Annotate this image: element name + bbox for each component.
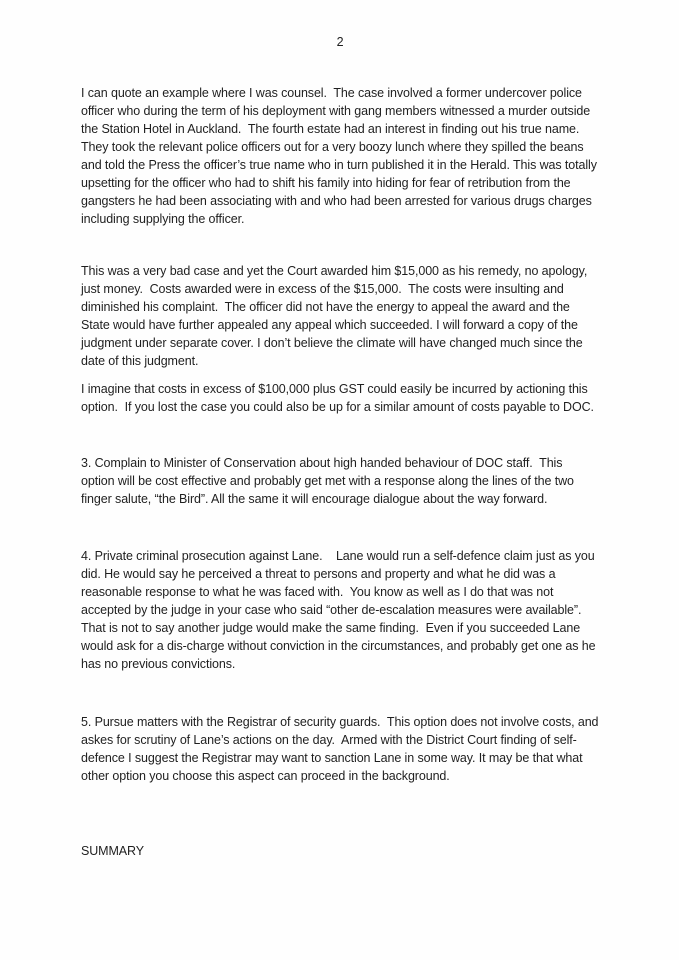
page-number: 2 bbox=[336, 35, 344, 49]
paragraph-costs-estimate: I imagine that costs in excess of $100,000 plus GST could easily be incurred by actioning this option. If you lost the case you could also be up for a similar amount of costs payable to DOC. bbox=[81, 382, 594, 414]
paragraph-court-award: This was a very bad case and yet the Court awarded him $15,000 as his remedy, no apology, just money. Costs awarded were in excess of the $15,000. The costs were insulting and diminished his complaint. The officer did not have the energy to appeal the award and the State would have further appealed any appeal which succeeded. I will forward a copy of the judgment under separate cover. I don’t believe the climate will have changed much since the date of this judgment. bbox=[81, 264, 591, 368]
paragraph-option-3-complain-minister: 3. Complain to Minister of Conservation about high handed behaviour of DOC staff. This option will be cost effective and probably get met with a response along the lines of the two finger salute, “the Bird”. All the same it will encourage dialogue about the way forward. bbox=[81, 456, 578, 506]
paragraph-example-case: I can quote an example where I was counsel. The case involved a former undercover police officer who during the term of his deployment with gang members witnessed a murder outside the Station Hotel in Auckland. The fourth estate had an interest in finding out his true name. They took the relevant police officers out for a very boozy lunch where they spilled the beans and told the Press the officer’s true name who in turn published it in the Herald. This was totally upsetting for the officer who had to shift his family into hiding for fear of retribution from the gangsters he had been associating with and who had been arrested for various drugs charges including supplying the officer. bbox=[81, 86, 601, 226]
paragraph-option-4-private-prosecution: 4. Private criminal prosecution against Lane. Lane would run a self-defence claim just as you did. He would say he perceived a threat to persons and property and what he did was a reasonable response to what he was faced with. You know as well as I do that was not accepted by the judge in your case who said “other de-escalation measures were available”. That is not to say another judge would make the same finding. Even if you succeeded Lane would ask for a dis-charge without conviction in the circumstances, and probably get one as he has no previous convictions. bbox=[81, 549, 599, 671]
summary-heading: SUMMARY bbox=[81, 844, 144, 858]
paragraph-option-5-registrar: 5. Pursue matters with the Registrar of security guards. This option does not involve costs, and askes for scrutiny of Lane’s actions on the day. Armed with the District Court finding of self-defence I suggest the Registrar may want to sanction Lane in some way. It may be that what other option you choose this aspect can proceed in the background. bbox=[81, 715, 602, 783]
